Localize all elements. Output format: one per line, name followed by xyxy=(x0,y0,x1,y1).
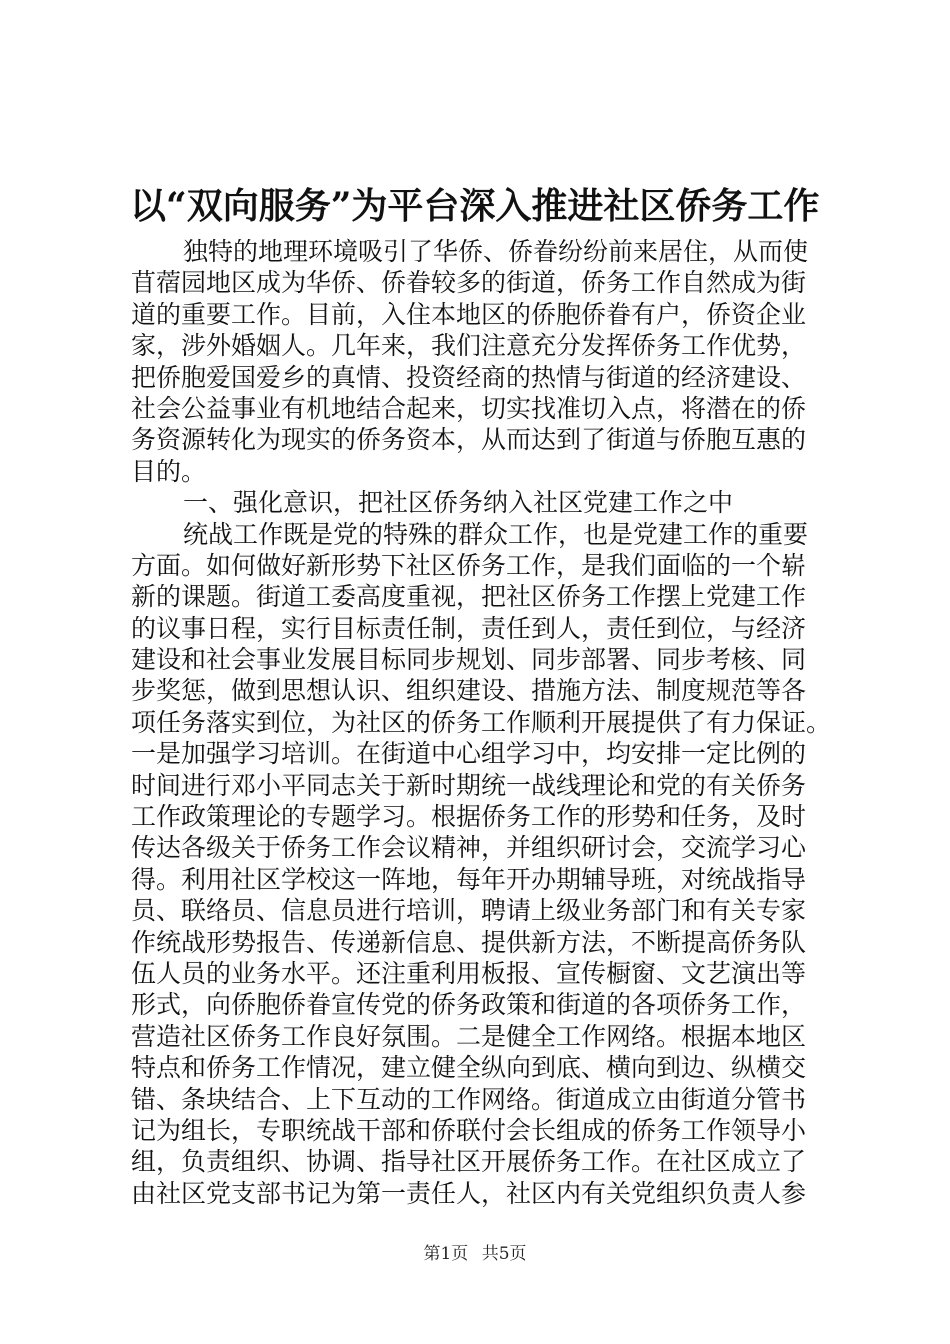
text-line: 组，负责组织、协调、指导社区开展侨务工作。在社区成立了 xyxy=(131,1147,807,1177)
section-heading: 一、强化意识，把社区侨务纳入社区党建工作之中 xyxy=(183,488,734,518)
text-line: 形式，向侨胞侨眷宣传党的侨务政策和街道的各项侨务工作， xyxy=(131,990,807,1020)
text-line: 家，涉外婚姻人。几年来，我们注意充分发挥侨务工作优势， xyxy=(131,331,807,361)
text-line: 独特的地理环境吸引了华侨、侨眷纷纷前来居住，从而使 xyxy=(183,237,809,266)
text-line: 记为组长，专职统战干部和侨联付会长组成的侨务工作领导小 xyxy=(131,1115,807,1145)
page-total: 共5页 xyxy=(481,1244,527,1264)
text-line: 步奖惩，做到思想认识、组织建设、措施方法、制度规范等各 xyxy=(131,676,807,706)
text-line: 由社区党支部书记为第一责任人，社区内有关党组织负责人参 xyxy=(131,1178,807,1208)
text-line: 伍人员的业务水平。还注重利用板报、宣传橱窗、文艺演出等 xyxy=(131,958,807,988)
page-footer xyxy=(0,1243,950,1265)
text-line: 统战工作既是党的特殊的群众工作，也是党建工作的重要 xyxy=(183,519,809,549)
text-line: 特点和侨务工作情况，建立健全纵向到底、横向到边、纵横交 xyxy=(131,1053,807,1083)
text-line: 方面。如何做好新形势下社区侨务工作，是我们面临的一个崭 xyxy=(131,550,807,580)
text-line: 时间进行邓小平同志关于新时期统一战线理论和党的有关侨务 xyxy=(131,770,807,800)
text-line: 的议事日程，实行目标责任制，责任到人，责任到位，与经济 xyxy=(131,613,807,643)
text-line: 道的重要工作。目前，入住本地区的侨胞侨眷有户，侨资企业 xyxy=(131,299,807,329)
text-line: 作统战形势报告、传递新信息、提供新方法，不断提高侨务队 xyxy=(131,927,807,957)
text-line: 一是加强学习培训。在街道中心组学习中，均安排一定比例的 xyxy=(131,739,807,769)
text-line: 得。利用社区学校这一阵地，每年开办期辅导班，对统战指导 xyxy=(131,864,807,894)
text-line: 新的课题。街道工委高度重视，把社区侨务工作摆上党建工作 xyxy=(131,582,807,612)
text-line: 务资源转化为现实的侨务资本，从而达到了街道与侨胞互惠的 xyxy=(131,425,807,455)
text-line: 目的。 xyxy=(131,456,207,486)
text-line: 营造社区侨务工作良好氛围。二是健全工作网络。根据本地区 xyxy=(131,1021,807,1051)
page-number: 第1页 xyxy=(423,1244,469,1264)
text-line: 工作政策理论的专题学习。根据侨务工作的形势和任务，及时 xyxy=(131,802,807,832)
text-line: 苜蓿园地区成为华侨、侨眷较多的街道，侨务工作自然成为街 xyxy=(131,268,807,298)
text-line: 建设和社会事业发展目标同步规划、同步部署、同步考核、同 xyxy=(131,645,807,675)
text-line: 传达各级关于侨务工作会议精神，并组织研讨会，交流学习心 xyxy=(131,833,807,863)
text-line: 把侨胞爱国爱乡的真情、投资经商的热情与街道的经济建设、 xyxy=(131,362,807,392)
document-title: 以“双向服务”为平台深入推进社区侨务工作 xyxy=(130,185,820,227)
document-body xyxy=(131,236,843,1209)
text-line: 社会公益事业有机地结合起来，切实找准切入点，将潜在的侨 xyxy=(131,393,807,423)
text-line: 错、条块结合、上下互动的工作网络。街道成立由街道分管书 xyxy=(131,1084,807,1114)
text-line: 员、联络员、信息员进行培训，聘请上级业务部门和有关专家 xyxy=(131,896,807,926)
text-line: 项任务落实到位，为社区的侨务工作顺利开展提供了有力保证。 xyxy=(131,707,832,737)
